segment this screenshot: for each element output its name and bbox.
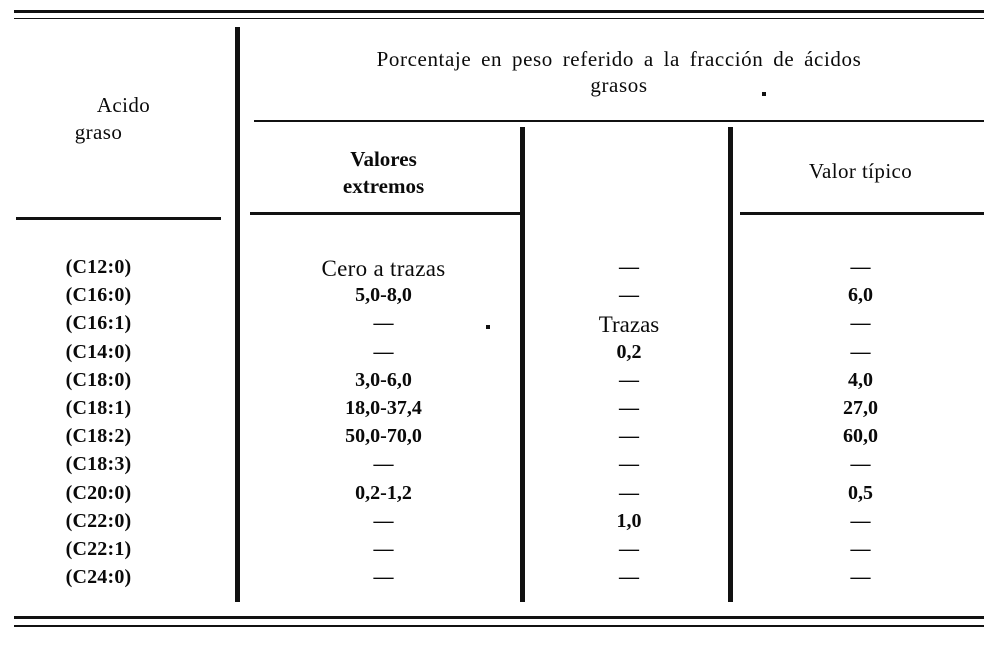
- cell-typical: —: [850, 453, 871, 476]
- cell-typical: 6,0: [848, 284, 873, 307]
- span-header: [254, 46, 984, 99]
- table-row: [14, 312, 984, 340]
- fatty-acid-table: [14, 24, 984, 614]
- span-header-line1: Porcentaje en peso referido a la fracción de ácidos: [376, 47, 862, 71]
- cell-middle: —: [619, 453, 639, 476]
- cell-extreme: 0,2-1,2: [355, 481, 412, 504]
- bottom-double-rule: [14, 616, 984, 627]
- extreme-values-header-line1: Valores: [350, 147, 417, 171]
- cell-typical: —: [850, 566, 871, 589]
- table-row: [14, 453, 984, 481]
- cell-acid: (C16:1): [65, 312, 132, 335]
- cell-extreme: —: [373, 509, 394, 532]
- span-header-line2: grasos: [590, 73, 648, 98]
- table-row: [14, 341, 984, 369]
- cell-typical: —: [850, 312, 871, 335]
- typical-value-header: Valor típico: [808, 159, 913, 183]
- cell-typical: —: [850, 256, 871, 278]
- cell-extreme: 18,0-37,4: [345, 396, 422, 419]
- table-row: [14, 256, 984, 284]
- cell-extreme: —: [373, 340, 394, 363]
- table-row: [14, 538, 984, 566]
- cell-middle: 1,0: [616, 509, 642, 532]
- cell-extreme: 50,0-70,0: [345, 425, 422, 448]
- cell-middle: —: [619, 396, 639, 419]
- acid-column-header-line2: graso: [74, 120, 123, 145]
- typical-header-rule: [740, 212, 984, 215]
- table-row: [14, 510, 984, 538]
- cell-acid: (C22:1): [65, 537, 132, 560]
- top-double-rule: [14, 10, 984, 19]
- table-row: [14, 284, 984, 312]
- cell-typical: 4,0: [848, 368, 873, 391]
- acid-header-rule: [16, 217, 221, 220]
- cell-typical: 0,5: [848, 481, 873, 504]
- cell-middle: Trazas: [598, 312, 660, 338]
- cell-acid: (C18:1): [65, 396, 132, 419]
- cell-extreme: Cero a trazas: [321, 256, 446, 281]
- table-row: [14, 566, 984, 594]
- table-row: [14, 482, 984, 510]
- cell-middle: —: [619, 566, 639, 589]
- cell-middle: —: [619, 481, 639, 504]
- cell-acid: (C18:2): [65, 425, 132, 448]
- extreme-values-header: [246, 146, 521, 200]
- cell-typical: —: [850, 537, 871, 560]
- cell-acid: (C20:0): [65, 481, 132, 504]
- extreme-values-header-line2: extremos: [342, 173, 425, 198]
- scan-speck: [762, 92, 766, 96]
- cell-extreme: 5,0-8,0: [355, 284, 412, 307]
- cell-middle: —: [619, 368, 639, 391]
- cell-extreme: —: [373, 312, 394, 335]
- table-row: [14, 369, 984, 397]
- table-body: [14, 256, 984, 594]
- cell-middle: 0,2: [616, 340, 642, 363]
- acid-column-header: [14, 92, 229, 147]
- cell-acid: (C18:0): [65, 368, 132, 391]
- cell-acid: (C24:0): [65, 566, 132, 589]
- cell-acid: (C22:0): [65, 509, 132, 532]
- cell-middle: —: [619, 537, 639, 560]
- cell-typical: 27,0: [843, 396, 878, 419]
- table-row: [14, 425, 984, 453]
- acid-column-header-line1: Acido: [96, 93, 151, 117]
- cell-typical: —: [850, 509, 871, 532]
- span-header-rule: [254, 120, 984, 122]
- cell-typical: 60,0: [843, 425, 878, 448]
- cell-acid: (C12:0): [65, 256, 132, 278]
- cell-extreme: —: [373, 453, 394, 476]
- cell-middle: —: [619, 256, 639, 278]
- cell-extreme: —: [373, 537, 394, 560]
- cell-acid: (C14:0): [65, 340, 132, 363]
- cell-extreme: 3,0-6,0: [355, 368, 412, 391]
- cell-middle: —: [619, 284, 639, 307]
- cell-acid: (C16:0): [65, 284, 132, 307]
- cell-extreme: —: [373, 566, 394, 589]
- extreme-header-rule: [250, 212, 520, 215]
- cell-middle: —: [619, 425, 639, 448]
- table-row: [14, 397, 984, 425]
- cell-acid: (C18:3): [65, 453, 132, 476]
- cell-typical: —: [850, 340, 871, 363]
- scan-speck: [486, 325, 490, 329]
